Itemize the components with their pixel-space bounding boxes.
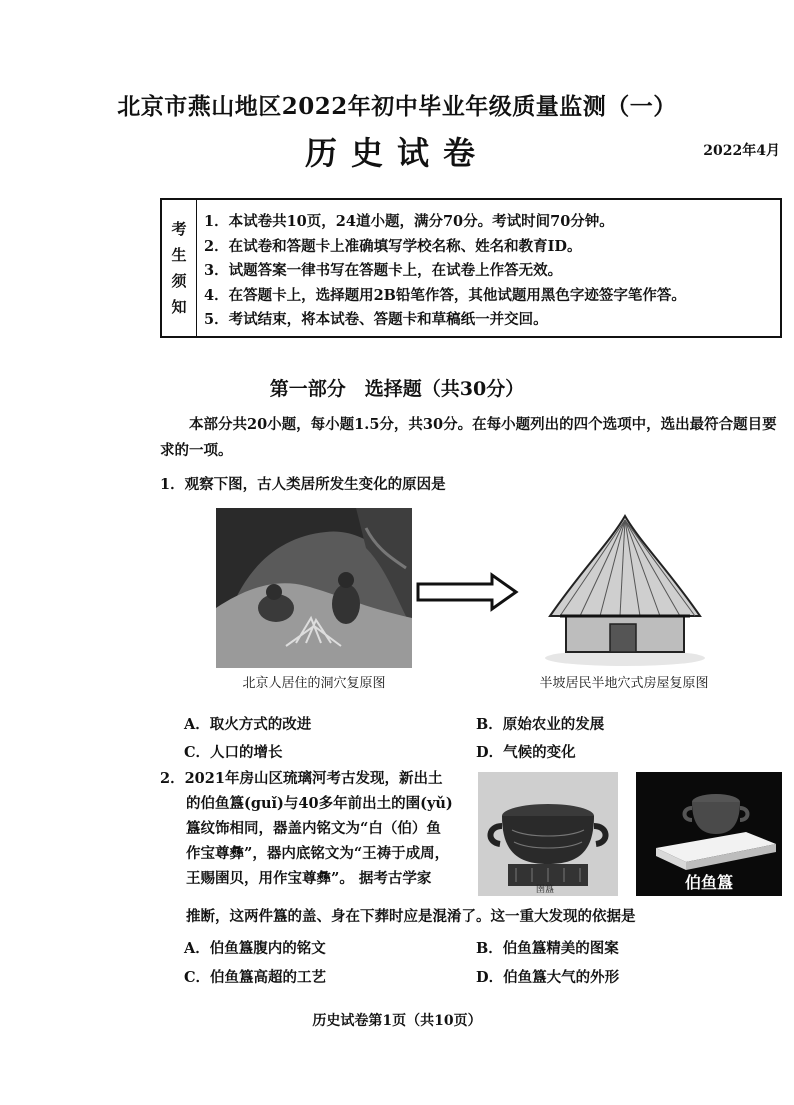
q1-option-a[interactable]: A．取火方式的改进 <box>184 716 312 733</box>
q1-option-d[interactable]: D．气候的变化 <box>476 744 576 761</box>
notice-item: 4．在答题卡上，选择题用2B铅笔作答，其他试题用黑色字迹签字笔作答。 <box>204 286 686 304</box>
yu-gui-label: 圉簋 <box>536 885 555 895</box>
section-title: 第一部分 选择题（共30分） <box>269 378 525 400</box>
exam-subject: 历史试卷 <box>304 134 489 172</box>
notice-item: 1．本试卷共10页，24道小题，满分70分。考试时间70分钟。 <box>204 213 614 230</box>
cave-image-caption: 北京人居住的洞穴复原图 <box>242 676 386 691</box>
q2-option-c[interactable]: C．伯鱼簋高超的工艺 <box>184 969 327 986</box>
exam-date: 2022年4月 <box>703 143 780 159</box>
notice-side-label <box>162 200 197 336</box>
q2-option-b[interactable]: B．伯鱼簋精美的图案 <box>476 940 619 957</box>
q2-stem <box>160 766 453 891</box>
notice-side-char: 生 <box>171 246 187 264</box>
notice-side-char: 须 <box>171 272 187 290</box>
hut-image-caption: 半坡居民半地穴式房屋复原图 <box>539 676 709 691</box>
notice-item: 3．试题答案一律书写在答题卡上，在试卷上作答无效。 <box>204 262 563 279</box>
q2-stem-line: 簋纹饰相同，器盖内铭文为“白（伯）鱼 <box>186 820 441 837</box>
exam-title: 北京市燕山地区2022年初中毕业年级质量监测（一） <box>117 93 677 120</box>
notice-item: 2．在试卷和答题卡上准确填写学校名称、姓名和教育ID。 <box>204 237 582 255</box>
notice-side-char: 考 <box>171 220 187 238</box>
q2-stem-line: 作宝尊彝”，器内底铭文为“王祷于成周， <box>186 845 450 862</box>
yu-gui-image <box>478 772 618 896</box>
cave-dwelling-image <box>216 508 412 668</box>
arrow-right-icon <box>416 572 520 612</box>
q2-option-d[interactable]: D．伯鱼簋大气的外形 <box>476 969 620 986</box>
page-footer: 历史试卷第1页（共10页） <box>312 1013 482 1029</box>
q2-stem-line: 王赐圉贝，用作宝尊彝”。 据考古学家 <box>186 870 432 887</box>
semi-subterranean-house-image <box>540 512 710 668</box>
notice-list <box>204 210 774 333</box>
q2-stem-line: 的伯鱼簋(guǐ)与40多年前出土的圉(yǔ) <box>186 795 453 812</box>
candidate-notice-box <box>160 198 782 338</box>
q2-option-a[interactable]: A．伯鱼簋腹内的铭文 <box>184 940 326 957</box>
q2-stem-line: 2．2021年房山区琉璃河考古发现，新出土 <box>160 770 443 787</box>
section-intro: 本部分共20小题，每小题1.5分，共30分。在每小题列出的四个选项中，选出最符合题目要求的一项。 <box>160 416 777 459</box>
notice-side-char: 知 <box>171 298 187 316</box>
bo-yu-gui-image <box>636 772 782 896</box>
q1-stem: 1．观察下图，古人类居所发生变化的原因是 <box>160 476 446 493</box>
q2-stem-last: 推断，这两件簋的盖、身在下葬时应是混淆了。这一重大发现的依据是 <box>186 908 636 925</box>
q1-option-c[interactable]: C．人口的增长 <box>184 744 283 761</box>
q1-option-b[interactable]: B．原始农业的发展 <box>476 716 605 733</box>
bo-yu-gui-label: 伯鱼簋 <box>684 873 733 892</box>
notice-item: 5．考试结束，将本试卷、答题卡和草稿纸一并交回。 <box>204 311 548 328</box>
